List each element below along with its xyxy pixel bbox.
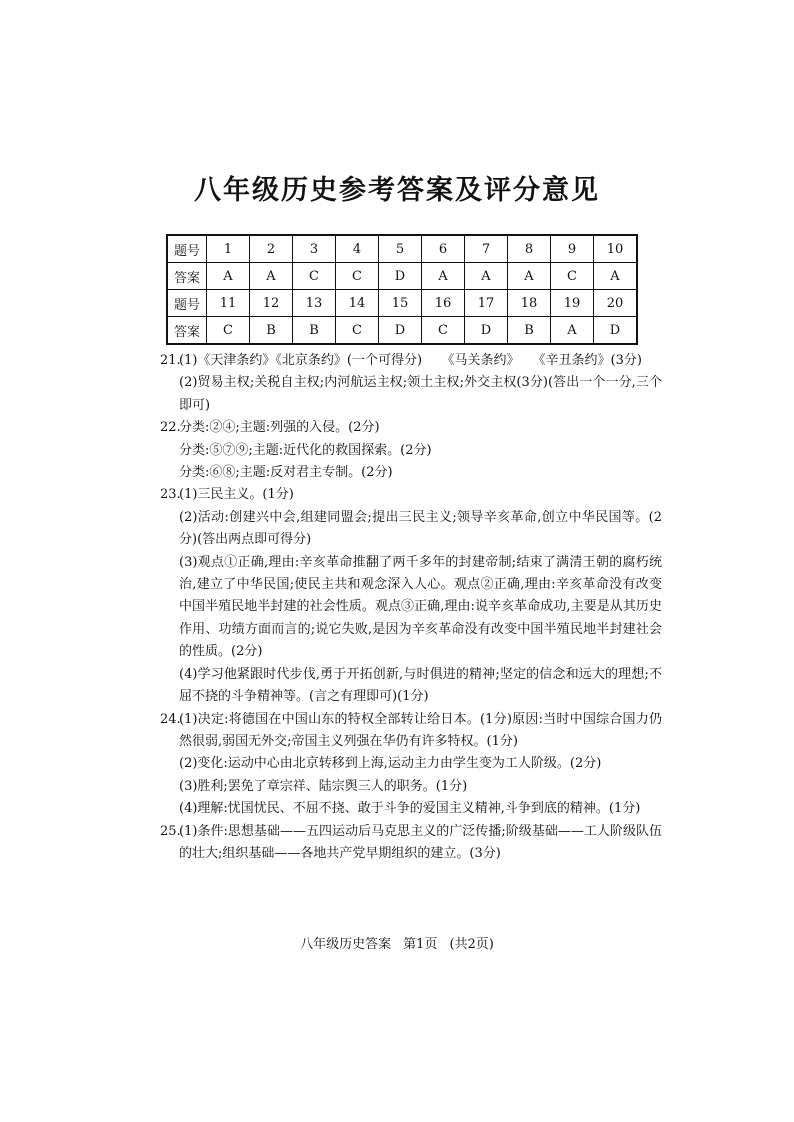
row-header: 题号: [167, 235, 207, 263]
question-21: [162, 350, 662, 417]
table-cell: C: [207, 317, 250, 345]
question-number: 25.: [160, 823, 181, 839]
question-24: [162, 709, 662, 821]
table-cell: A: [594, 263, 638, 290]
table-cell: C: [551, 263, 594, 290]
table-cell: 2: [250, 235, 293, 263]
table-cell: 6: [422, 235, 465, 263]
question-25: [162, 821, 662, 866]
table-row: [167, 235, 637, 263]
table-cell: D: [379, 317, 422, 345]
table-cell: 12: [250, 290, 293, 317]
answer-paragraph: (1)决定:将德国在中国山东的特权全部转让给日本。(1分)原因:当时中国综合国力仍然很弱,弱国无外交;帝国主义列强在华仍有许多特权。(1分): [179, 711, 662, 749]
table-row: [167, 290, 637, 317]
answer-paragraph: 分类:⑤⑦⑨;主题:近代化的救国探索。(2分): [179, 442, 432, 458]
table-cell: 17: [465, 290, 508, 317]
table-cell: C: [336, 263, 379, 290]
table-cell: 3: [293, 235, 336, 263]
page-title: 八年级历史参考答案及评分意见: [194, 175, 600, 206]
answer-paragraph: (2)贸易主权;关税自主权;内河航运主权;领土主权;外交主权(3分)(答出一个一分,三个即可): [179, 375, 662, 413]
table-row: [167, 263, 637, 290]
answer-paragraph: (2)活动:创建兴中会,组建同盟会;提出三民主义;领导辛亥革命,创立中华民国等。(2分)(答出两点即可得分): [179, 509, 662, 548]
page-footer: [0, 933, 794, 952]
question-number: 24.: [160, 711, 181, 727]
table-cell: 13: [293, 290, 336, 317]
table-cell: 20: [594, 290, 638, 317]
table-cell: A: [207, 263, 250, 290]
table-cell: 19: [551, 290, 594, 317]
table-cell: 4: [336, 235, 379, 263]
answer-paragraph: (3)观点①正确,理由:辛亥革命推翻了两千多年的封建帝制;结束了满清王朝的腐朽统治,建立了中华民国;使民主共和观念深入人心。观点②正确,理由:辛亥革命没有改变中国半殖民地半封建的社会性质。观点③正确,理由:说辛亥革命成功,主要是从其历史作用、功绩方面而言的;说它失败,是因为辛亥革命没有改变中国半殖民地半封建社会的性质。(2分): [179, 554, 662, 660]
table-cell: C: [293, 263, 336, 290]
table-cell: 9: [551, 235, 594, 263]
answer-paragraph: 分类:⑥⑧;主题:反对君主专制。(2分): [179, 465, 393, 481]
answer-table: [166, 234, 638, 345]
table-cell: A: [508, 263, 551, 290]
footer-doc-name: 八年级历史答案: [300, 937, 392, 952]
table-cell: 16: [422, 290, 465, 317]
table-cell: B: [293, 317, 336, 345]
table-cell: D: [594, 317, 638, 345]
answer-paragraph: (1)条件:思想基础——五四运动后马克思主义的广泛传播;阶级基础——工人阶级队伍的壮大;组织基础——各地共产党早期组织的建立。(3分): [179, 823, 662, 861]
answer-paragraph: 分类:②④;主题:列强的入侵。(2分): [179, 420, 380, 436]
row-header: 题号: [167, 290, 207, 317]
question-number: 22.: [160, 420, 181, 436]
row-header: 答案: [167, 317, 207, 345]
table-row: [167, 317, 637, 345]
table-cell: 7: [465, 235, 508, 263]
table-cell: 14: [336, 290, 379, 317]
table-cell: A: [465, 263, 508, 290]
answer-paragraph: (4)学习他紧跟时代步伐,勇于开拓创新,与时俱进的精神;坚定的信念和远大的理想;不屈不挠的斗争精神等。(言之有理即可)(1分): [179, 666, 662, 705]
table-cell: 1: [207, 235, 250, 263]
table-cell: D: [465, 317, 508, 345]
answer-paragraph: (1)《天津条约》《北京条约》(一个可得分) 《马关条约》 《辛丑条约》(3分): [179, 353, 642, 368]
table-cell: D: [379, 263, 422, 290]
table-cell: B: [508, 317, 551, 345]
table-cell: 10: [594, 235, 638, 263]
table-cell: 18: [508, 290, 551, 317]
answer-content: [162, 350, 662, 865]
question-23: [162, 484, 662, 708]
answer-paragraph: (1)三民主义。(1分): [179, 487, 294, 503]
question-number: 23.: [160, 487, 181, 503]
table-cell: 11: [207, 290, 250, 317]
table-cell: B: [250, 317, 293, 345]
table-cell: A: [551, 317, 594, 345]
question-22: [162, 417, 662, 484]
table-cell: 5: [379, 235, 422, 263]
table-cell: 15: [379, 290, 422, 317]
footer-total-pages: (共2页): [449, 937, 494, 952]
row-header: 答案: [167, 263, 207, 290]
answer-paragraph: (3)胜利;罢免了章宗祥、陆宗舆三人的职务。(1分): [179, 778, 468, 794]
table-cell: A: [422, 263, 465, 290]
table-cell: 8: [508, 235, 551, 263]
question-number: 21.: [160, 353, 181, 368]
footer-page-number: 第1页: [403, 937, 438, 952]
table-cell: C: [336, 317, 379, 345]
table-cell: A: [250, 263, 293, 290]
answer-paragraph: (4)理解:忧国忧民、不屈不挠、敢于斗争的爱国主义精神,斗争到底的精神。(1分): [179, 801, 641, 817]
answer-paragraph: (2)变化:运动中心由北京转移到上海,运动主力由学生变为工人阶级。(2分): [179, 756, 602, 772]
table-cell: C: [422, 317, 465, 345]
